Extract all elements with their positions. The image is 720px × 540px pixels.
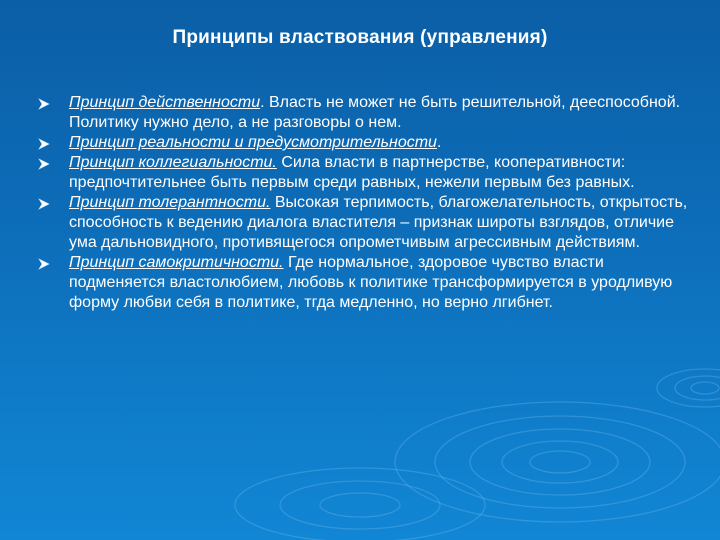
principle-text: Власть не может не быть решительной, дееспособной. Политику нужно дело, а не разговоры о нем. [69, 94, 681, 131]
principle-term: Принцип толерантности. [69, 194, 271, 211]
bullet-item [38, 193, 688, 253]
principle-term: Принцип реальности и предусмотрительности [69, 134, 437, 151]
arrowhead-bullet-icon [38, 98, 50, 110]
bullet-item [38, 93, 688, 133]
bullet-list [38, 93, 688, 313]
principle-term: Принцип самокритичности. [69, 254, 284, 271]
principle-separator: . [436, 134, 442, 151]
bullet-item [38, 153, 688, 193]
principle-term: Принцип действенности [69, 94, 261, 111]
arrowhead-bullet-icon [38, 158, 50, 170]
principle-text: Где нормальное, здоровое чувство власти подменяется властолюбием, любовь к политике трансформируется в уродливую форму любви себя в политике, тгда медленно, но верно лгибнет. [69, 254, 673, 311]
principle-text: Высокая терпимость, благожелательность, открытость, способность к ведению диалога властителя – признак широты взглядов, отличие ума дальновидного, противящегося опрометчивым агрессивным действиям. [69, 194, 688, 251]
principle-term: Принцип коллегиальности. [69, 154, 277, 171]
bullet-item [38, 253, 688, 313]
principle-separator: . [260, 94, 269, 111]
slide-title: Принципы властвования (управления) [172, 27, 548, 48]
arrowhead-bullet-icon [38, 258, 50, 270]
arrowhead-bullet-icon [38, 198, 50, 210]
bullet-item [38, 133, 688, 153]
principle-text: Сила власти в партнерстве, кооперативности: предпочтительнее быть первым среди равных, нежели первым без равных. [69, 154, 635, 191]
arrowhead-bullet-icon [38, 138, 50, 150]
